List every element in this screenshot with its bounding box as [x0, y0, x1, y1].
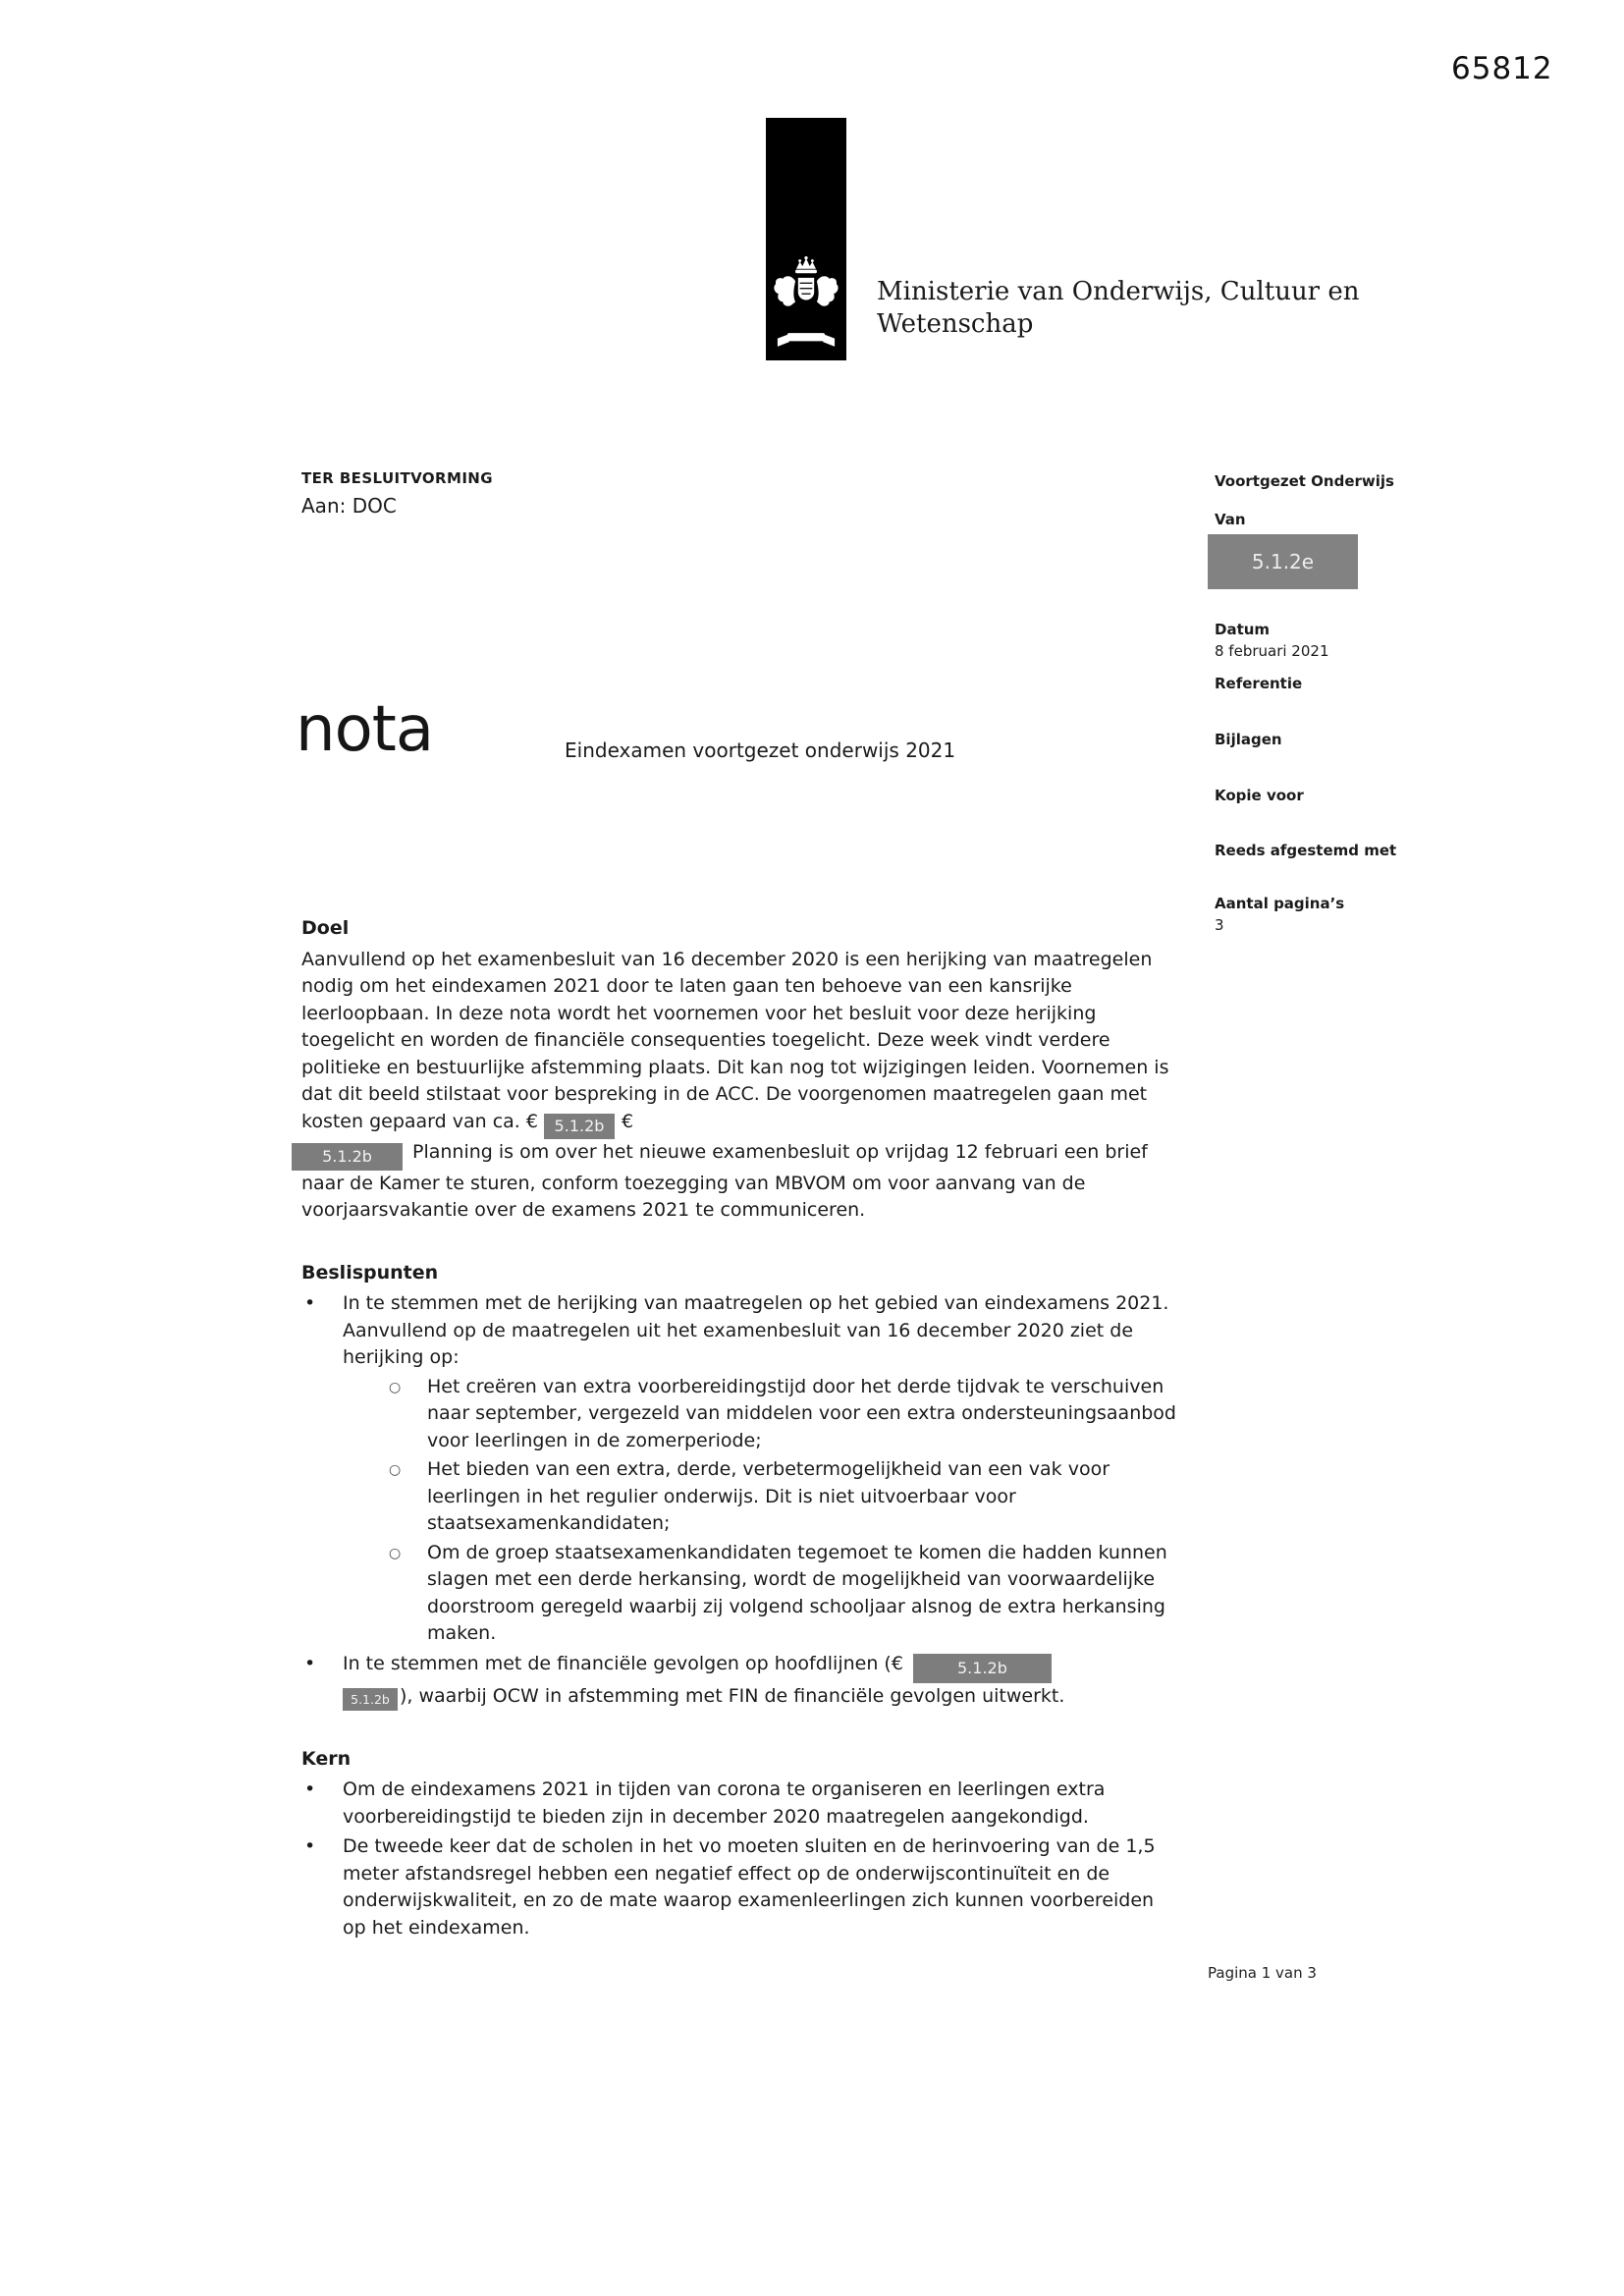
sidebar-van-label: Van [1215, 511, 1246, 528]
doel-text-part2: Planning is om over het nieuwe examenbesluit op vrijdag 12 februari een brief naar de Kamer te sturen, conform toezegging van MBVOM om voor aanvang van de voorjaarsvakantie over de examens 2021 te communiceren. [301, 1140, 1148, 1221]
sidebar-department: Voortgezet Onderwijs [1215, 472, 1394, 490]
addressee-line: Aan: DOC [301, 494, 397, 518]
kern-item-1: • Om de eindexamens 2021 in tijden van corona te organiseren en leerlingen extra voorbereidingstijd te bieden zijn in december 2020 maatregelen aangekondigd. [301, 1777, 1177, 1831]
page-indicator: Pagina 1 van 3 [1208, 1964, 1317, 1982]
sidebar-kopie-label: Kopie voor [1215, 787, 1304, 804]
beslispunten-sublist [343, 1374, 1177, 1648]
ministry-name-line2: Wetenschap [877, 309, 1034, 339]
rijksoverheid-logo-banner [766, 118, 846, 360]
beslispunt-subitem-2: ○ Het bieden van een extra, derde, verbetermogelijkheid van een vak voor leerlingen in het regulier onderwijs. Dit is niet uitvoerbaar voor staatsexamenkandidaten; [343, 1456, 1177, 1538]
doel-heading: Doel [301, 917, 350, 939]
redaction-box-fin-1: 5.1.2b [913, 1654, 1052, 1683]
section-kern [301, 1746, 1177, 1942]
kern-heading: Kern [301, 1747, 352, 1770]
doel-euro-after: € [621, 1110, 634, 1132]
doel-text-part1: Aanvullend op het examenbesluit van 16 december 2020 is een herijking van maatregelen nodig om het eindexamen 2021 door te laten gaan ten behoeve van een kansrijke leerloopbaan. In deze nota wordt het voornemen voor het besluit voor deze herijking toegelicht en worden de financiële consequenties toegelicht. Deze week vindt verdere politieke en bestuurlijke afstemming plaats. Dit kan nog tot wijzigingen leiden. Voornemen is dat dit beeld stilstaat voor bespreking in de ACC. De voorgenomen maatregelen gaan met kosten gepaard van ca. € [301, 948, 1169, 1132]
redaction-box-amount-1: 5.1.2b [544, 1114, 615, 1139]
sidebar-referentie-label: Referentie [1215, 675, 1303, 692]
doel-paragraph [301, 947, 1177, 1225]
kern-item-2: • De tweede keer dat de scholen in het vo moeten sluiten en de herinvoering van de 1,5 meter afstandsregel hebben een negatief effect op de onderwijscontinuïteit en de onderwijskwaliteit, en zo de mate waarop examenleerlingen zich kunnen voorbereiden op het eindexamen. [301, 1833, 1177, 1941]
sidebar-datum-value: 8 februari 2021 [1215, 642, 1329, 660]
beslispunten-list [301, 1290, 1177, 1711]
beslispunt-2-part1: In te stemmen met de financiële gevolgen op hoofdlijnen (€ [343, 1652, 903, 1674]
coat-of-arms-icon [770, 256, 842, 355]
ministry-name-line1: Ministerie van Onderwijs, Cultuur en [877, 277, 1360, 306]
redaction-box-amount-2: 5.1.2b [292, 1143, 403, 1171]
section-beslispunten [301, 1260, 1177, 1711]
sidebar-datum-label: Datum [1215, 621, 1271, 638]
beslispunt-1-text: In te stemmen met de herijking van maatregelen op het gebied van eindexamens 2021. Aanvullend op de maatregelen uit het examenbesluit van 16 december 2020 ziet de herijking op: [343, 1292, 1169, 1368]
redaction-box-fin-2: 5.1.2b [343, 1688, 398, 1711]
decision-kicker: TER BESLUITVORMING [301, 469, 493, 487]
beslispunt-item-1 [301, 1290, 1177, 1648]
document-number: 65812 [1451, 51, 1553, 86]
beslispunten-heading: Beslispunten [301, 1261, 439, 1284]
sidebar-afgestemd-label: Reeds afgestemd met [1215, 842, 1397, 859]
ministry-name [877, 276, 1360, 341]
sidebar-paginas-label: Aantal pagina’s [1215, 895, 1345, 912]
document-type-title: nota [296, 693, 434, 766]
beslispunt-subitem-3: ○ Om de groep staatsexamenkandidaten tegemoet te komen die hadden kunnen slagen met een derde herkansing, wordt de mogelijkheid van voorwaardelijke doorstroom geregeld waarbij zij volgend schooljaar alsnog de extra herkansing maken. [343, 1540, 1177, 1648]
main-column [301, 915, 1177, 1944]
beslispunt-2-part2: ), waarbij OCW in afstemming met FIN de financiële gevolgen uitwerkt. [400, 1684, 1065, 1707]
document-subject: Eindexamen voortgezet onderwijs 2021 [565, 738, 956, 762]
section-doel [301, 915, 1177, 1225]
kern-list [301, 1777, 1177, 1941]
beslispunt-subitem-1: ○ Het creëren van extra voorbereidingstijd door het derde tijdvak te verschuiven naar september, vergezeld van middelen voor een extra ondersteuningsaanbod voor leerlingen in de zomerperiode; [343, 1374, 1177, 1455]
beslispunt-item-2 [301, 1651, 1177, 1711]
redaction-box-van: 5.1.2e [1208, 534, 1358, 589]
sidebar-bijlagen-label: Bijlagen [1215, 731, 1282, 748]
metadata-sidebar [1215, 472, 1421, 934]
sidebar-paginas-value: 3 [1215, 916, 1224, 934]
